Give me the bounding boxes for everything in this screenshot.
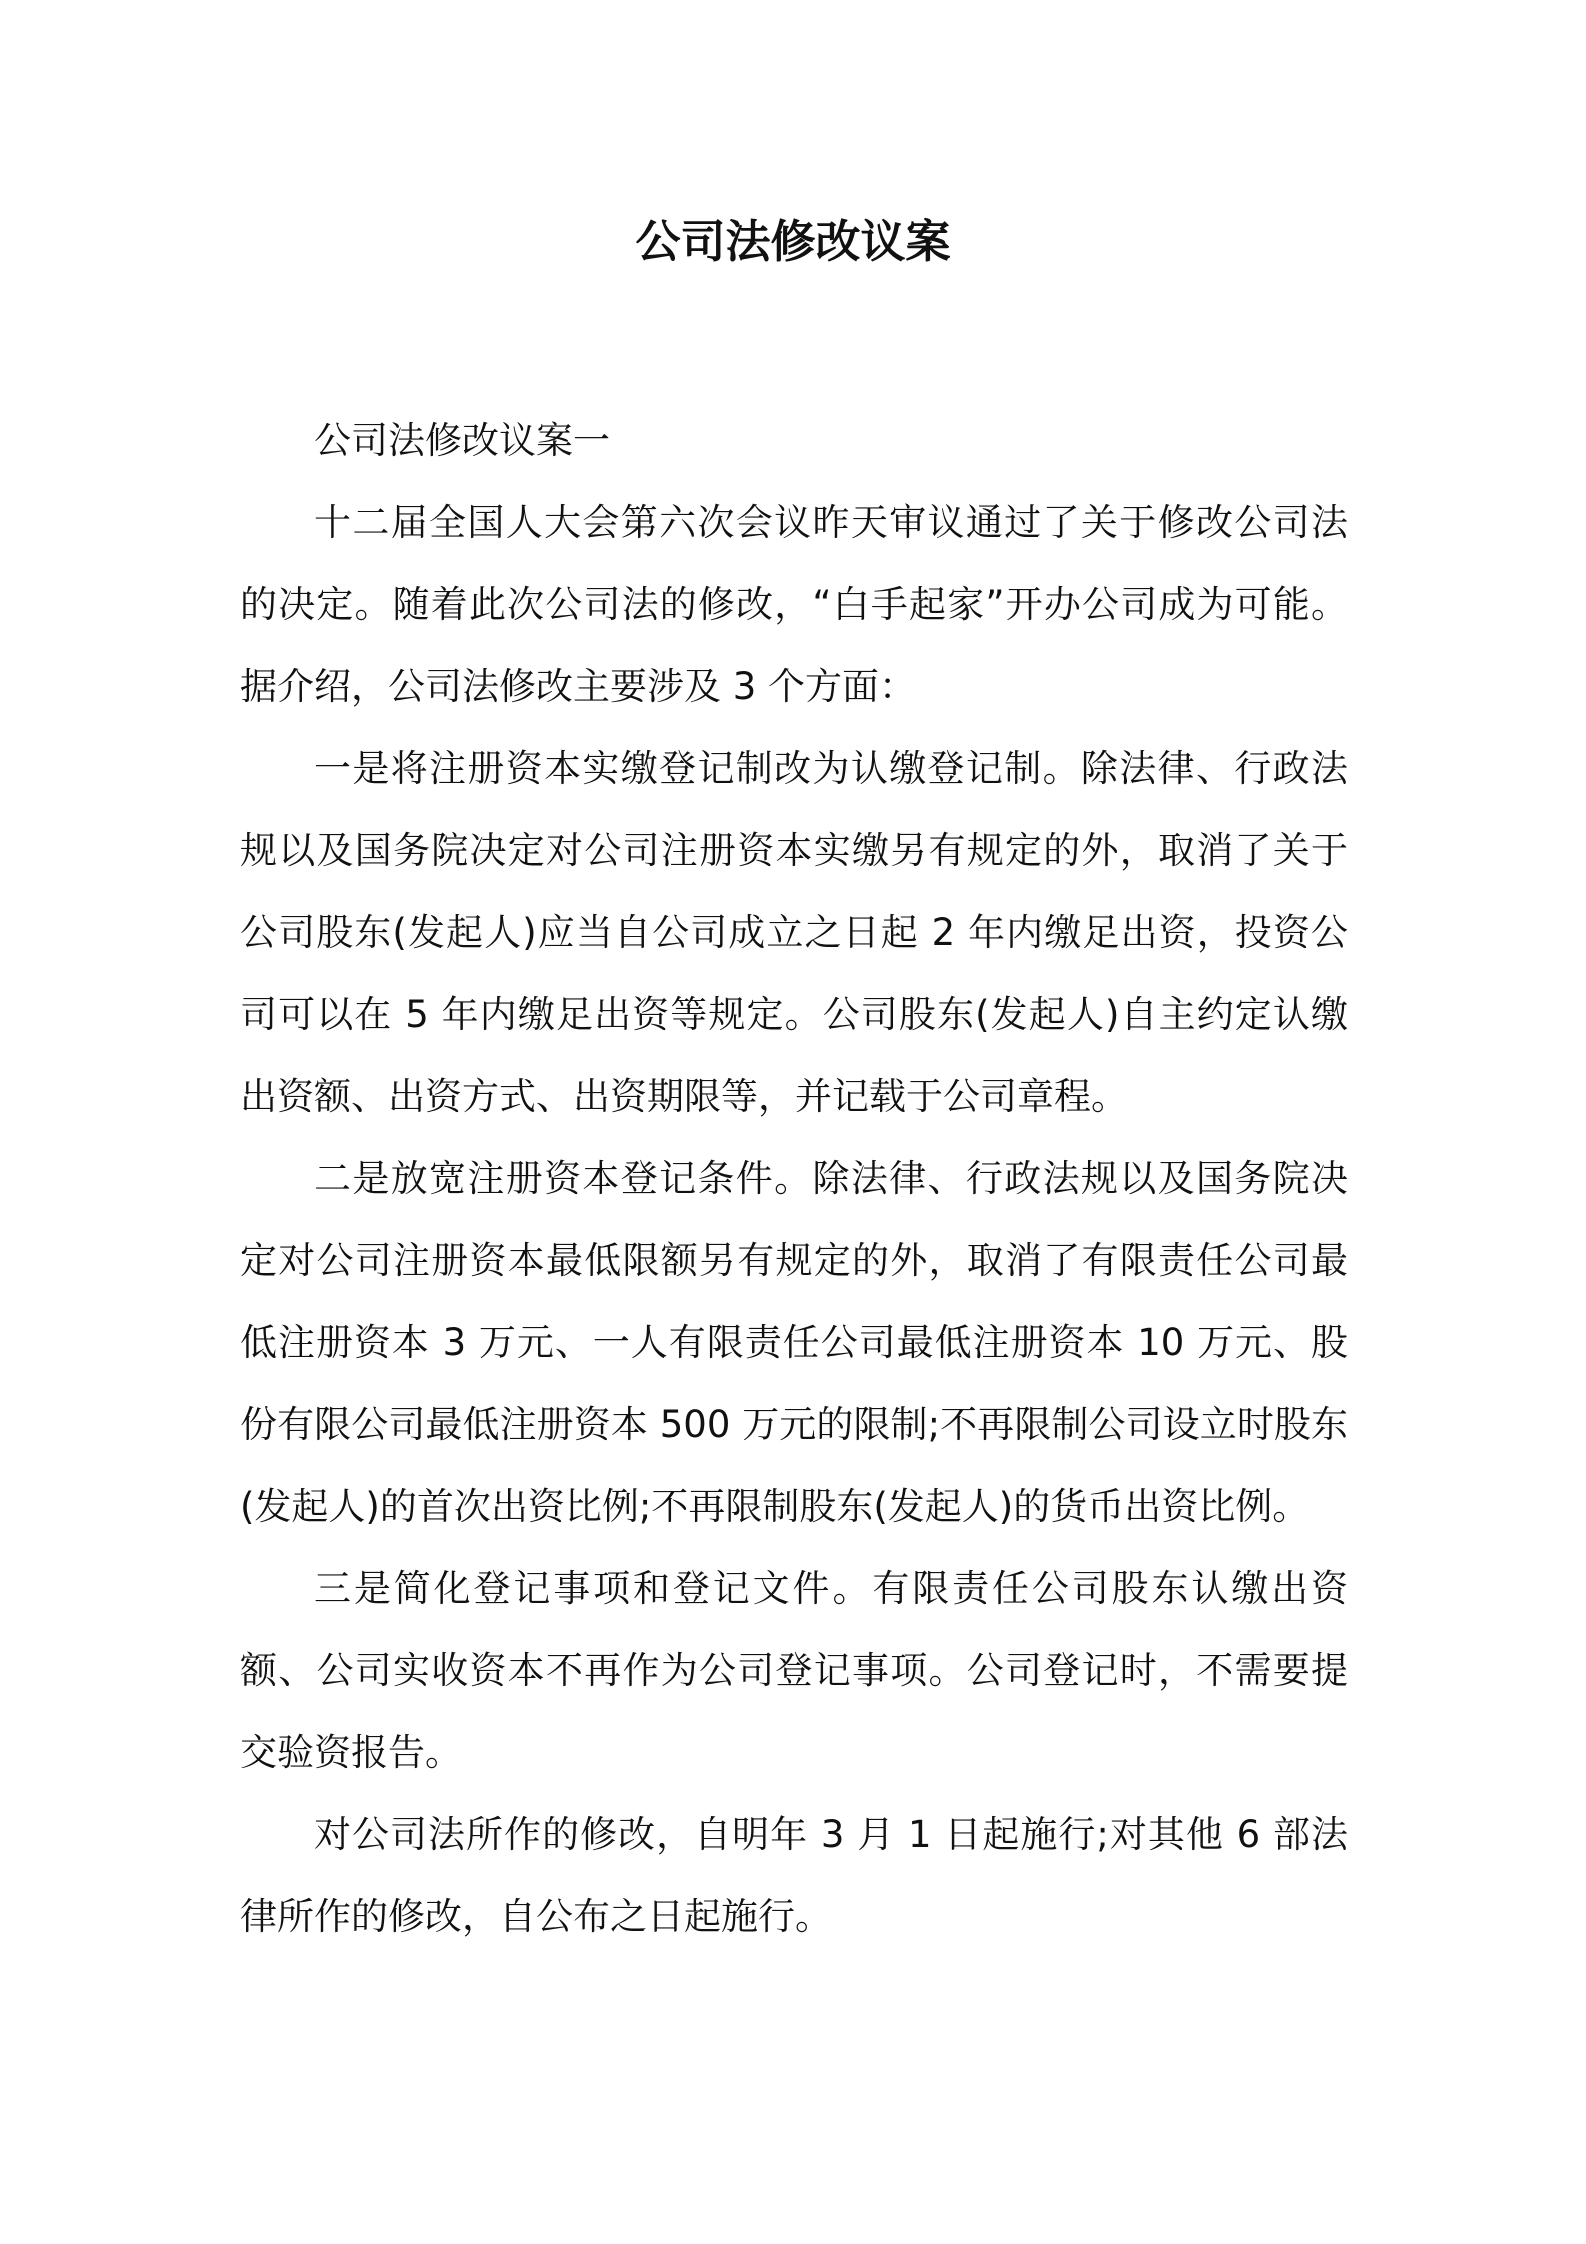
- document-title: 公司法修改议案: [635, 215, 951, 268]
- paragraph-point-three: 三是简化登记事项和登记文件。有限责任公司股东认缴出资额、公司实收资本不再作为公司登记事项。公司登记时，不需要提交验资报告。: [240, 1567, 1348, 1774]
- paragraph-intro: 十二届全国人大会第六次会议昨天审议通过了关于修改公司法的决定。随着此次公司法的修改，“白手起家”开办公司成为可能。据介绍，公司法修改主要涉及 3 个方面：: [240, 501, 1348, 708]
- paragraph-effective-date: 对公司法所作的修改，自明年 3 月 1 日起施行;对其他 6 部法律所作的修改，自公布之日起施行。: [240, 1813, 1348, 1938]
- section-subtitle: 公司法修改议案一: [314, 419, 610, 462]
- paragraph-point-two: 二是放宽注册资本登记条件。除法律、行政法规以及国务院决定对公司注册资本最低限额另有规定的外，取消了有限责任公司最低注册资本 3 万元、一人有限责任公司最低注册资本 10 万元、股份有限公司最低注册资本 500 万元的限制;不再限制公司设立时股东(发起人)的首次出资比例;不再限制股东(发起人)的货币出资比例。: [240, 1157, 1348, 1528]
- paragraph-point-one: 一是将注册资本实缴登记制改为认缴登记制。除法律、行政法规以及国务院决定对公司注册资本实缴另有规定的外，取消了关于公司股东(发起人)应当自公司成立之日起 2 年内缴足出资，投资公司可以在 5 年内缴足出资等规定。公司股东(发起人)自主约定认缴出资额、出资方式、出资期限等，并记载于公司章程。: [240, 747, 1348, 1118]
- document-body: [240, 400, 1348, 1958]
